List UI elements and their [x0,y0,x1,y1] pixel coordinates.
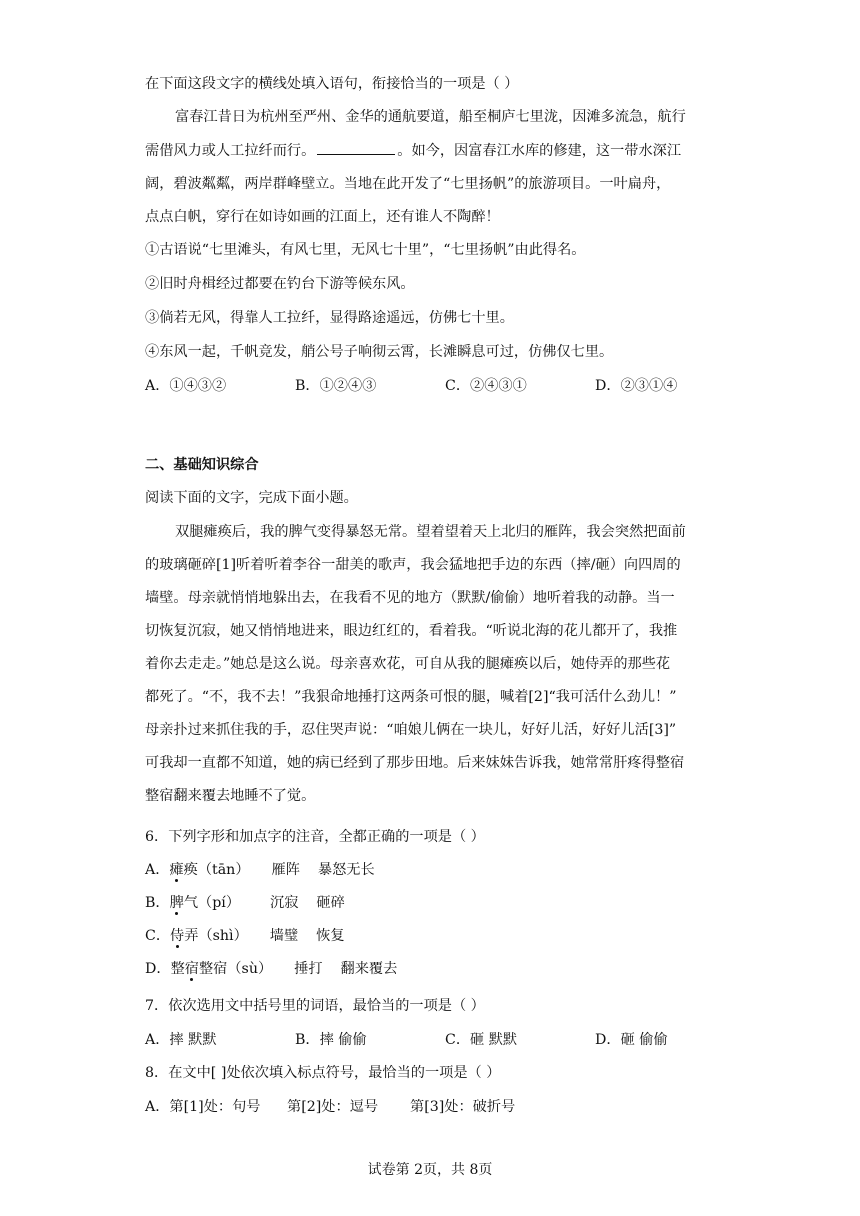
q5-stem: 在下面这段文字的横线处填入语句，衔接恰当的一项是（ ） [145,76,519,92]
q8-part-2: 第[2]处：逗号 [287,1099,379,1115]
option-label: C． [145,928,171,944]
q8-part-3: 第[3]处：破折号 [410,1099,516,1115]
q5-passage-line-4: 点点白帆，穿行在如诗如画的江面上，还有谁人不陶醉！ [145,209,500,225]
q6-option-a[interactable] [145,860,375,880]
q5-item-1: ①古语说“七里滩头，有风七里，无风七十里”，“七里扬帆”由此得名。 [145,242,586,258]
option-label: D． [145,961,171,977]
option-word: 砸碎 [316,895,345,911]
option-text: 气（pí） [183,895,241,911]
dotted-char: 脾 [169,895,184,911]
option-label: B． [145,895,170,911]
q5-option-d[interactable]: D．②③①④ [595,378,678,394]
q5-passage-part: 需借风力或人工拉纤而行。 [145,143,316,159]
passage-line-8: 可我却一直都不知道，她的病已经到了那步田地。后来妹妹告诉我，她常常肝疼得整宿 [145,755,685,771]
option-word: 墙璧 [269,928,299,944]
passage-line-5: 着你去走走。”她总是这么说。母亲喜欢花，可自从我的腿瘫痪以后，她侍弄的那些花 [145,656,671,672]
q5-item-3: ③倘若无风，得靠人工拉纤，显得路途遥远，仿佛七十里。 [145,310,514,326]
page-footer: 试卷第 2页，共 8页 [367,1162,493,1178]
dotted-char: 瘫 [169,862,184,878]
section-intro: 阅读下面的文字，完成下面小题。 [145,490,358,506]
q8-part-1: A．第[1]处：句号 [145,1099,261,1115]
option-label: A． [145,862,170,878]
q6-option-b[interactable] [145,893,345,913]
q7-option-c[interactable]: C．砸 默默 [445,1032,518,1048]
passage-line-1: 双腿瘫痪后，我的脾气变得暴怒无常。望着望着天上北归的雁阵，我会突然把面前 [175,524,686,540]
q6-stem: 6．下列字形和加点字的注音，全都正确的一项是（ ） [145,829,485,845]
q7-stem: 7．依次选用文中括号里的词语，最恰当的一项是（ ） [145,998,485,1014]
q5-item-2: ②旧时舟楫经过都要在钓台下游等候东风。 [145,276,415,292]
passage-line-6: 都死了。“不，我不去！”我狠命地捶打这两条可恨的腿，喊着[2]“我可活什么劲儿！” [145,689,677,705]
passage-line-7: 母亲扑过来抓住我的手，忍住哭声说：“咱娘儿俩在一块儿，好好儿活，好好儿活[3]” [145,722,677,738]
q5-passage-part: 。如今，因富春江水库的修建，这一带水深江 [397,143,682,159]
q5-option-b[interactable]: B．①②④③ [295,378,377,394]
passage-line-3: 墙壁。母亲就悄悄地躲出去，在我看不见的地方（默默/偷偷）地听着我的动静。当一 [145,590,675,606]
option-word: 雁阵 [271,862,300,878]
q5-passage-line-3: 阔，碧波粼粼，两岸群峰壁立。当地在此开发了“七里扬帆”的旅游项目。一叶扁舟， [145,176,671,192]
q5-option-a[interactable]: A．①④③② [145,378,227,394]
q7-option-a[interactable]: A．摔 默默 [145,1032,217,1048]
option-text: 痪（tān） [183,862,250,878]
q6-option-c[interactable] [145,926,345,946]
fill-blank [317,142,395,155]
q6-option-d[interactable] [145,959,397,979]
option-text: 弄（shì） [184,928,248,944]
dotted-char: 侍 [170,928,185,944]
section-title: 二、基础知识综合 [145,457,259,473]
q7-option-d[interactable]: D．砸 偷偷 [595,1032,668,1048]
q5-option-c[interactable]: C．②④③① [445,378,527,394]
q5-passage-line-2 [145,141,681,161]
dotted-char: 宿 [184,961,199,977]
passage-line-4: 切恢复沉寂，她又悄悄地进来，眼边红红的，看着我。“听说北海的花儿都开了，我推 [145,623,678,639]
passage-line-2: 的玻璃砸碎[1]听着听着李谷一甜美的歌声，我会猛地把手边的东西（摔/砸）向四周的 [145,557,681,573]
option-word: 翻来覆去 [340,961,398,977]
option-word: 恢复 [316,928,345,944]
option-word: 捶打 [294,961,323,977]
q5-passage-line-1: 富春江昔日为杭州至严州、金华的通航要道，船至桐庐七里泷，因滩多流急，航行 [175,109,686,125]
passage-line-9: 整宿翻来覆去地睡不了觉。 [145,788,316,804]
q5-item-4: ④东风一起，千帆竞发，艄公号子响彻云霄，长滩瞬息可过，仿佛仅七里。 [145,344,614,360]
q7-option-b[interactable]: B．摔 偷偷 [295,1032,367,1048]
q8-stem: 8．在文中[ ]处依次填入标点符号，最恰当的一项是（ ） [145,1065,501,1081]
option-text: 整 [170,961,185,977]
option-text: 整宿（sù） [198,961,273,977]
option-word: 暴怒无长 [317,862,375,878]
option-word: 沉寂 [270,895,299,911]
